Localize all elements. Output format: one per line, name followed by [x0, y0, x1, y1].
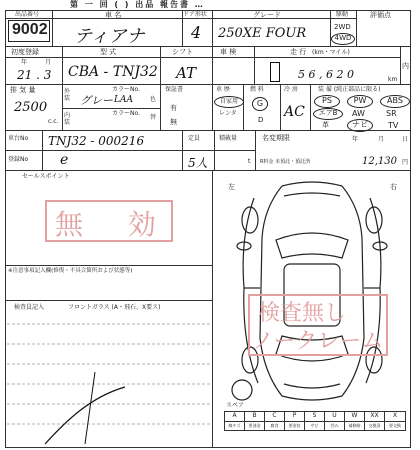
colour-number-label-2: カラーNo.	[112, 110, 140, 117]
warranty-yes: 有	[170, 104, 177, 112]
exterior-label: 外装	[64, 88, 71, 102]
mileage-value: 5 6 , 6 2 0	[298, 68, 354, 81]
displacement-unit: c.c.	[48, 118, 59, 125]
legend-meaning: 腐食	[265, 422, 285, 431]
legend-code: C	[265, 412, 285, 422]
first-registration-value: 21 . 3	[17, 68, 52, 82]
registration-number-label: 登録No	[8, 156, 29, 163]
first-reg-month-label: 月	[45, 59, 52, 66]
grade-value: 250XE FOUR	[218, 26, 307, 41]
inside-label: 内	[402, 62, 409, 70]
left-side-label: 左	[228, 183, 235, 191]
capacity-label: 定員	[188, 135, 201, 142]
history-rental: レンタ	[219, 110, 237, 117]
sales-point-label: セールスポイント	[22, 173, 70, 180]
legend-meaning: 要部金	[245, 422, 265, 431]
recycle-fee-label: R料金 未預託・預託済	[260, 159, 311, 165]
model-label: 型 式	[100, 48, 117, 56]
colour-number-label: カラーNo.	[112, 86, 140, 93]
history-label: 車 歴	[216, 86, 230, 93]
equip-airbag-circled: エアB	[313, 108, 343, 120]
inspector-ruled-lines	[5, 312, 215, 447]
vehicle-name: ティアナ	[74, 26, 145, 47]
exterior-colour: グレー	[80, 94, 113, 107]
fuel-label: 燃 料	[250, 86, 264, 93]
equip-sr: SR	[386, 109, 397, 118]
displacement-label: 排 気 量	[10, 86, 36, 94]
windshield-label: フロントガラス (A・飛石、X要ス)	[68, 304, 161, 311]
air-conditioning-value: AC	[284, 104, 305, 120]
equip-tv: TV	[388, 121, 399, 130]
legend-meaning: サビ	[305, 422, 325, 431]
no-claim-stamp: ノークレーム	[252, 329, 384, 354]
legend-code: S	[305, 412, 325, 422]
model-value: CBA - TNJ32	[68, 64, 158, 80]
equip-ps-circled: PS	[314, 95, 340, 108]
recycle-fee-value: 12,130	[362, 156, 397, 167]
legend-code: A	[225, 412, 245, 422]
door-type-label: ドア形状	[183, 11, 207, 18]
fuel-gasoline-circled: G	[252, 97, 268, 111]
lot-number-label: 出品番号	[15, 11, 40, 18]
chassis-number-value: TNJ32 - 000216	[48, 134, 145, 148]
score-label: 評価点	[370, 11, 391, 19]
grade-label: グレード	[253, 11, 281, 19]
notes-label: ※注意事項記入欄(修復・不具合箇所および状態等)	[8, 268, 133, 274]
legend-meaning: 線キズ	[225, 422, 245, 431]
legend-meaning: 要塗装	[285, 422, 305, 431]
mileage-marker-box	[270, 62, 280, 82]
drive-2wd: 2WD	[334, 23, 351, 31]
first-reg-year-label: 年	[21, 59, 28, 66]
warranty-label: 保証書	[165, 86, 184, 93]
legend-code: B	[245, 412, 265, 422]
equip-abs-circled: ABS	[380, 95, 410, 108]
inspector-label: 検査員記入	[14, 304, 45, 311]
history-private-circled: 自家用	[214, 96, 244, 108]
damage-code-legend	[224, 411, 406, 431]
legend-code: U	[325, 412, 345, 422]
legend-code: XX	[365, 412, 385, 422]
legend-meaning: 要交換	[389, 423, 401, 428]
spare-tyre-label: スペア	[226, 402, 245, 409]
interior-label: 内装	[64, 112, 71, 126]
invalid-stamp: 無 効	[55, 208, 174, 241]
legend-meaning: 補修跡	[345, 422, 365, 431]
legend-code: W	[345, 412, 365, 422]
name-change-day: 日	[402, 136, 409, 143]
air-conditioning-label: 冷 房	[284, 86, 298, 93]
door-count: 4	[191, 23, 202, 42]
displacement-value: 2500	[14, 100, 48, 115]
lot-number: 9002	[12, 21, 48, 38]
load-capacity-label: 積載量	[219, 135, 238, 142]
capacity-value: 5人	[188, 156, 208, 170]
shift-value: AT	[176, 64, 197, 82]
name-change-month: 月	[378, 136, 385, 143]
name-change-year: 年	[352, 136, 359, 143]
drive-label: 駆動	[336, 11, 349, 18]
legend-code: X	[385, 412, 405, 422]
equip-leather: 革	[322, 121, 329, 129]
mileage-km-unit: km	[388, 76, 398, 83]
equipment-label: 装 備 (純正部品に限る)	[318, 86, 381, 93]
legend-code: P	[285, 412, 305, 422]
equip-pw-circled: PW	[347, 95, 373, 108]
recycle-fee-unit: 円	[402, 159, 409, 166]
right-side-label: 右	[390, 183, 397, 191]
replaced-label: 替	[150, 114, 157, 121]
colour-number-value: LAA	[114, 95, 133, 105]
registration-number-value: e	[60, 152, 69, 168]
mileage-label: 走 行	[290, 48, 307, 56]
car-damage-diagram	[214, 178, 410, 408]
colour-label: 色	[150, 96, 157, 103]
equip-navi-circled: ナビ	[347, 119, 373, 132]
mileage-unit: (km・マイル)	[312, 49, 350, 56]
vehicle-name-label: 車 名	[105, 11, 122, 19]
warranty-no: 無	[170, 118, 177, 126]
shift-label: シフト	[172, 48, 193, 56]
no-inspection-stamp: 検査無し	[258, 301, 347, 326]
name-change-label: 名変期限	[262, 134, 290, 142]
form-title: 第 一 回 ( ) 出品 報告書 …	[70, 0, 205, 9]
legend-meaning: 交換済	[365, 422, 385, 431]
inspection-label: 車 検	[220, 48, 237, 56]
fuel-diesel: D	[258, 116, 264, 124]
drive-4wd-circled: 4WD	[331, 33, 355, 45]
equip-aw: AW	[352, 109, 365, 118]
chassis-number-label: 車台No	[8, 135, 29, 142]
legend-meaning: 凹み	[325, 422, 345, 431]
first-registration-label: 初度登録	[11, 48, 39, 56]
load-unit: t	[248, 158, 251, 165]
